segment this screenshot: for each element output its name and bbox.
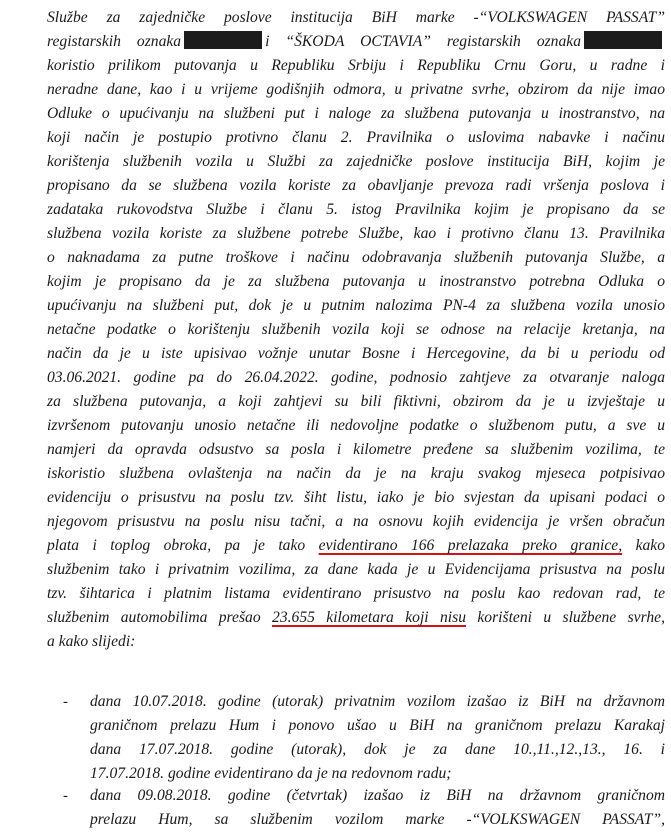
text-line: propisano da se službena vozila koriste za obavljanje prevoza radi vršenja poslova i — [47, 177, 665, 194]
text-line: njegovom prisustvu na poslu nisu tačni, a na osnovu kojih evidencija je vršen obračun — [47, 513, 665, 530]
text-line: koji način je postupio protivno članu 2. Pravilnika o uslovima nabavke i načinu — [47, 129, 665, 146]
text-line: tzv. šihtarica i platnim listama evidentirano prisustvo na poslu kao redovan rad, te — [47, 585, 665, 602]
list-item-line: dana 09.08.2018. godine (četvrtak) izašao iz BiH na državnom graničnom — [90, 787, 665, 804]
text-line: plata i toplog obroka, pa je tako evidentirano 166 prelazaka preko granice, kako — [47, 537, 665, 554]
text-line: službenim automobilima prešao 23.655 kilometara koji nisu korišteni u službene svrhe, — [47, 609, 665, 626]
text-line: netačne podatke o korištenju službenih vozila koji se odnose na relacije kretanja, na — [47, 321, 665, 338]
text-line: o naknadama za putne troškove i načinu odobravanja službenih putovanja Službe, a — [47, 249, 665, 266]
text-line: izvršenom putovanju unosio netačne ili nedovoljne podatke o službenom putu, a sve u — [47, 417, 665, 434]
list-item-line: dana 17.07.2018. godine (utorak), dok je za dane 10.,11.,12.,13., 16. i — [90, 741, 665, 758]
redaction-box — [584, 31, 662, 49]
text-line: Odluke o upućivanju na službeni put i naloge za službena putovanja u inostranstvo, na — [47, 105, 665, 122]
list-item-line: prelazu Hum, sa službenim vozilom marke -“VOLKSWAGEN PASSAT”, — [90, 811, 665, 828]
list-item-line: 17.07.2018. godine evidentirano da je na redovnom radu; — [90, 765, 452, 782]
list-bullet: - — [63, 694, 68, 710]
text-line: službena vozila koriste za službene potrebe Službe, kao i protivno članu 13. Pravilnika — [47, 225, 665, 242]
text-line: namjeri da opravda odsustvo sa posla i kilometre pređene sa službenim vozilima, te — [47, 441, 665, 458]
text-line: evidenciju o prisustvu na poslu tzv. šiht listu, iako je bio svjestan da upisani podaci o — [47, 489, 665, 506]
text-line: a kako slijedi: — [47, 633, 136, 650]
text-line: za službena putovanja, a koji zahtjevi su bili fiktivni, obzirom da je u izvještaje u — [47, 393, 665, 410]
text-line: neradne dane, kao i u vrijeme godišnjih odmora, u privatne svrhe, obzirom da nije imao — [47, 81, 665, 98]
text-line: korištenja službenih vozila u Službi za zajedničke poslove institucija BiH, kojim je — [47, 153, 665, 170]
redaction-box — [184, 31, 262, 49]
list-item-line: graničnom prelazu Hum i ponovo ušao u BiH na graničnom prelazu Karakaj — [90, 717, 665, 734]
list-item-line: dana 10.07.2018. godine (utorak) privatnim vozilom izašao iz BiH na državnom — [90, 693, 665, 710]
text-line: iskoristio službena ovlaštenja na način da je na kraju svakog mjeseca potpisivao — [47, 465, 665, 482]
text-line: kojim je propisano da je za službena putovanja u inostranstvo potrebna Odluka o — [47, 273, 665, 290]
text-line: zadataka rukovodstva Službe i članu 5. istog Pravilnika kojim je propisano da se — [47, 201, 665, 218]
text-line: Službe za zajedničke poslove institucija BiH marke -“VOLKSWAGEN PASSAT” — [47, 9, 665, 26]
text-line: koristio prilikom putovanja u Republiku Srbiju i Republiku Crnu Goru, u radne i — [47, 57, 665, 74]
text-line: registarskih oznaka i “ŠKODA OCTAVIA” registarskih oznaka — [47, 30, 665, 54]
highlighted-phrase: 23.655 kilometara koji nisu — [272, 609, 466, 626]
text-line: upućivanju na službeni put, dok je u putnim nalozima PN-4 za službena vozila unosio — [47, 297, 665, 314]
list-bullet: - — [63, 788, 68, 804]
text-line: službenim tako i privatnim vozilima, za dane kada je u Evidencijama prisustva na poslu — [47, 561, 665, 578]
text-line: 03.06.2021. godine pa do 26.04.2022. godine, podnosio zahtjeve za otvaranje naloga — [47, 369, 665, 386]
highlighted-phrase: evidentirano 166 prelazaka preko granice, — [318, 537, 623, 554]
text-line: način da je u iste upisivao vožnje unutar Bosne i Hercegovine, da bi u periodu od — [47, 345, 665, 362]
